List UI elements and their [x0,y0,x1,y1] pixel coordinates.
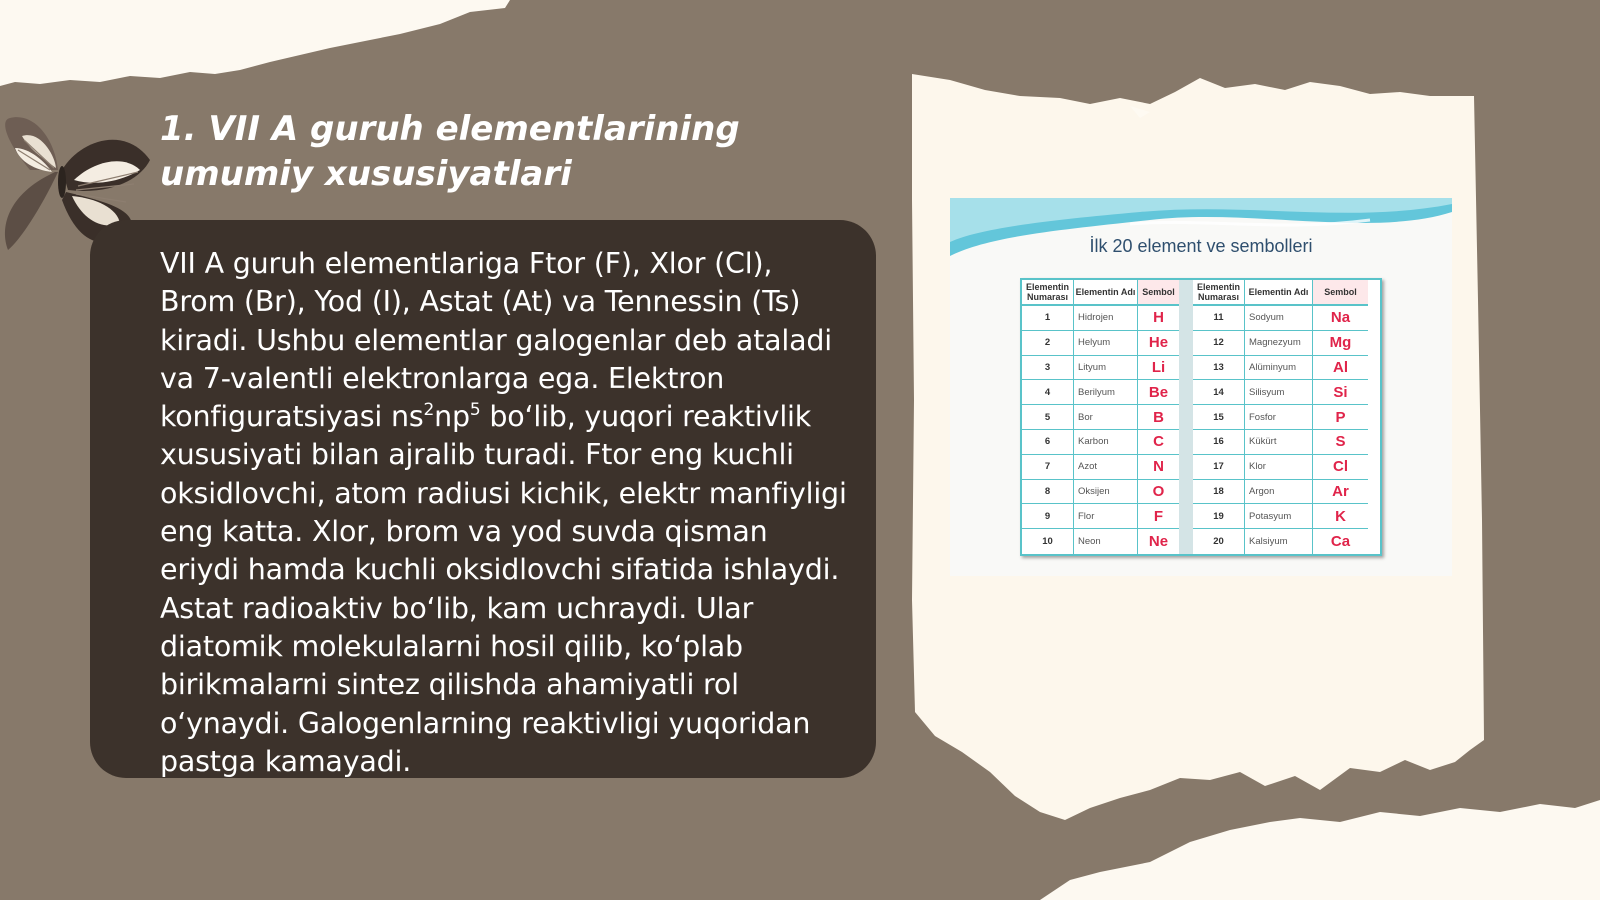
table-header-row [1022,280,1179,306]
element-symbol: Al [1313,356,1368,380]
element-table [1020,278,1382,556]
table-row [1022,504,1179,529]
element-number: 19 [1193,504,1245,528]
element-name: Hidrojen [1074,306,1138,330]
table-row [1022,380,1179,405]
element-name: Kalsiyum [1245,529,1313,554]
element-name: Karbon [1074,430,1138,454]
table-row [1193,529,1368,554]
element-symbol: Mg [1313,331,1368,355]
element-number: 3 [1022,356,1074,380]
header-name: Elementin Adı [1074,280,1138,304]
table-row [1193,405,1368,430]
table-header-row [1193,280,1368,306]
element-number: 6 [1022,430,1074,454]
header-symbol: Sembol [1138,280,1179,304]
element-number: 7 [1022,455,1074,479]
element-name: Azot [1074,455,1138,479]
element-name: Bor [1074,405,1138,429]
element-symbol: Ar [1313,480,1368,504]
table-row [1022,405,1179,430]
table-row [1193,306,1368,331]
body-text-part2: np [434,400,470,434]
element-symbol: Ne [1138,529,1179,554]
element-name: Alüminyum [1245,356,1313,380]
table-row [1022,331,1179,356]
table-row [1022,480,1179,505]
element-symbol: He [1138,331,1179,355]
slide-title-line1: 1. VII A guruh elementlarining [160,109,740,149]
element-symbol: Ca [1313,529,1368,554]
element-symbol: C [1138,430,1179,454]
element-name: Fosfor [1245,405,1313,429]
header-number: Elementin Numarası [1193,280,1245,304]
element-number: 18 [1193,480,1245,504]
table-right-half [1193,280,1368,554]
table-row [1022,306,1179,331]
element-name: Neon [1074,529,1138,554]
element-name: Flor [1074,504,1138,528]
element-table-image [950,198,1452,576]
element-symbol: Cl [1313,455,1368,479]
table-row [1022,455,1179,480]
element-name: Berilyum [1074,380,1138,404]
table-title: İlk 20 element ve sembolleri [1089,236,1313,256]
superscript-5: 5 [469,400,481,421]
element-name: Oksijen [1074,480,1138,504]
element-name: Magnezyum [1245,331,1313,355]
table-row [1022,529,1179,554]
element-name: Potasyum [1245,504,1313,528]
element-number: 20 [1193,529,1245,554]
element-number: 9 [1022,504,1074,528]
element-symbol: F [1138,504,1179,528]
element-name: Kükürt [1245,430,1313,454]
element-number: 10 [1022,529,1074,554]
element-name: Argon [1245,480,1313,504]
element-name: Helyum [1074,331,1138,355]
header-number: Elementin Numarası [1022,280,1074,304]
table-row [1193,356,1368,381]
element-number: 1 [1022,306,1074,330]
element-name: Silisyum [1245,380,1313,404]
element-number: 16 [1193,430,1245,454]
body-text-part3: bo‘lib, yuqori reaktivlik xususiyati bilan ajralib turadi. Ftor eng kuchli oksidlovchi, atom radiusi kichik, elektr manfiyligi eng katta. Xlor, brom va yod suvda qisman eriydi hamda kuchli oksidlovchi sifatida ishlaydi. Astat radioaktiv bo‘lib, kam uchraydi. Ular diatomik molekulalarni hosil qilib, ko‘plab birikmalarni sintez qilishda ahamiyatli rol o‘ynaydi. Galogenlarning reaktivligi yuqoridan pastga kamayadi. [160,400,847,778]
superscript-2: 2 [423,400,435,421]
element-number: 17 [1193,455,1245,479]
element-number: 11 [1193,306,1245,330]
element-symbol: Li [1138,356,1179,380]
slide-title-line2: umumiy xususiyatlari [160,154,572,194]
element-number: 5 [1022,405,1074,429]
element-symbol: Na [1313,306,1368,330]
element-number: 2 [1022,331,1074,355]
table-row [1193,455,1368,480]
element-symbol: H [1138,306,1179,330]
body-text-part1: VII A guruh elementlariga Ftor (F), Xlor (Cl), Brom (Br), Yod (I), Astat (At) va Tennessin (Ts) kiradi. Ushbu elementlar galogenlar deb ataladi va 7-valentli elektronlarga ega. Elektron konfiguratsiyasi ns [160,247,833,434]
element-name: Lityum [1074,356,1138,380]
table-row [1022,430,1179,455]
element-number: 4 [1022,380,1074,404]
element-number: 12 [1193,331,1245,355]
header-symbol: Sembol [1313,280,1368,304]
element-symbol: S [1313,430,1368,454]
element-name: Sodyum [1245,306,1313,330]
header-name: Elementin Adı [1245,280,1313,304]
element-number: 8 [1022,480,1074,504]
table-row [1022,356,1179,381]
element-number: 13 [1193,356,1245,380]
table-row [1193,504,1368,529]
element-symbol: K [1313,504,1368,528]
element-symbol: O [1138,480,1179,504]
element-symbol: P [1313,405,1368,429]
element-symbol: N [1138,455,1179,479]
table-row [1193,430,1368,455]
element-number: 15 [1193,405,1245,429]
table-left-half [1022,280,1193,554]
element-number: 14 [1193,380,1245,404]
element-symbol: Si [1313,380,1368,404]
table-row [1193,380,1368,405]
element-symbol: B [1138,405,1179,429]
element-symbol: Be [1138,380,1179,404]
table-row [1193,331,1368,356]
table-row [1193,480,1368,505]
element-name: Klor [1245,455,1313,479]
